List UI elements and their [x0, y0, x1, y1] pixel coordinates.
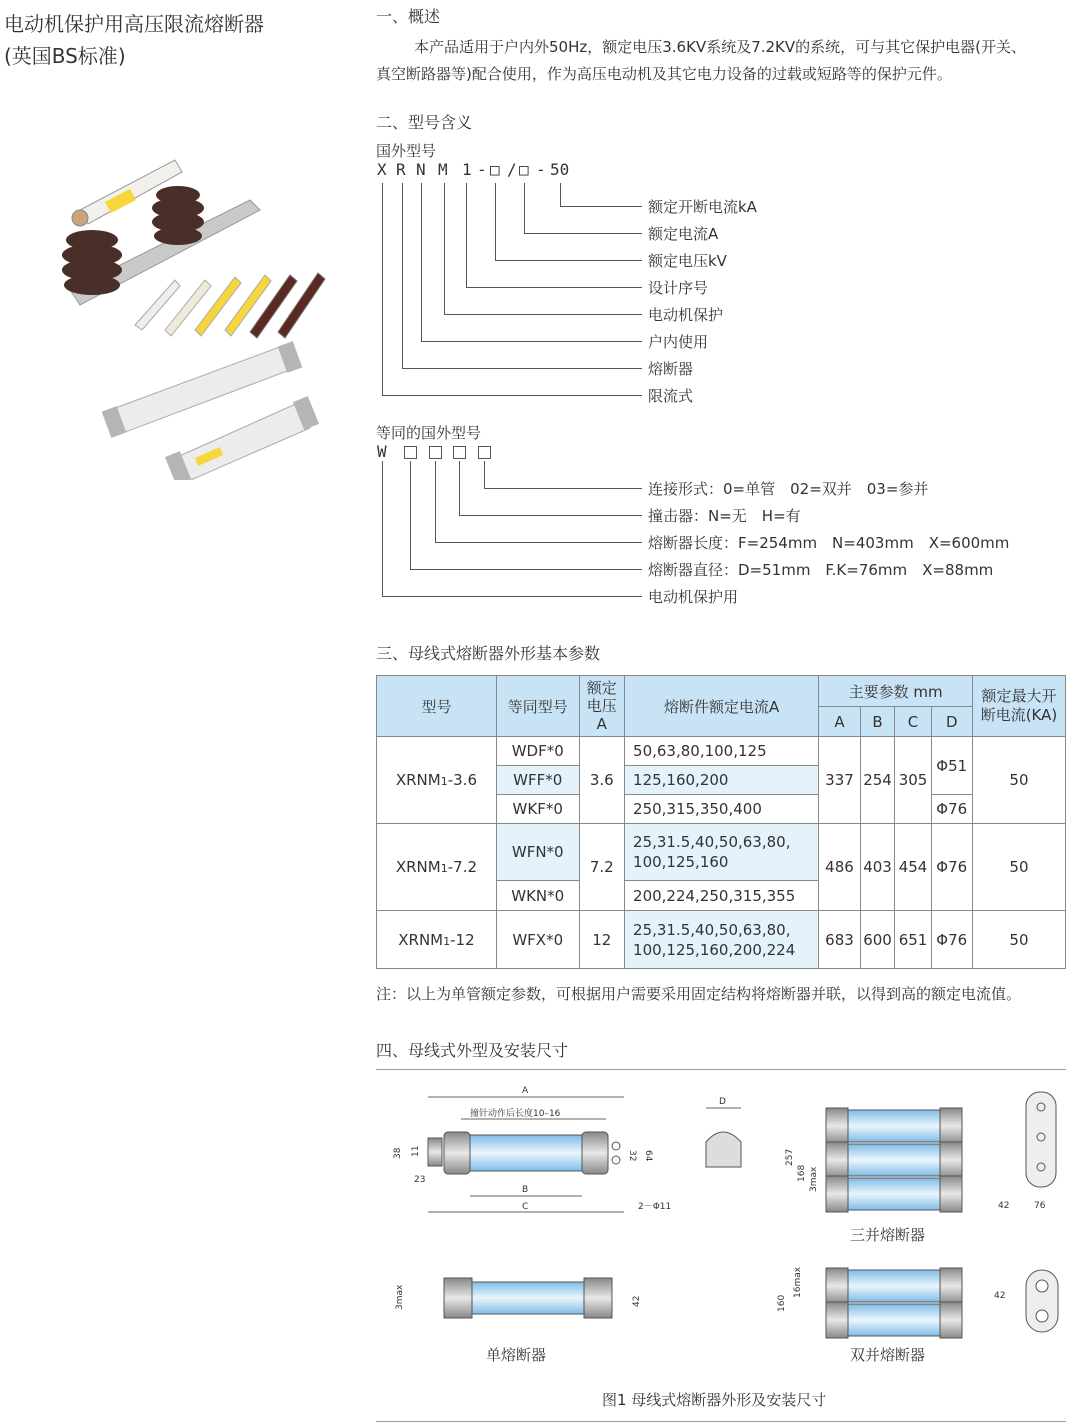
dim-label-b: B — [522, 1185, 529, 1195]
equiv-meaning-item: 撞击器：N=无 H=有 — [648, 507, 801, 525]
cell-equiv: WFN*0 — [496, 824, 579, 881]
cell-current: 125,160,200 — [625, 766, 819, 795]
header-equiv: 等同型号 — [496, 676, 579, 737]
dim-label-64: 64 — [643, 1150, 653, 1162]
fuse-dimension-drawing — [393, 1086, 671, 1212]
cell-current: 25,31.5,40,50,63,80, 100,125,160 — [625, 824, 819, 881]
header-b: B — [860, 707, 895, 737]
triple-fuse-label: 三并熔断器 — [850, 1226, 926, 1244]
dim-label-a: A — [522, 1086, 529, 1096]
dim-label-257: 257 — [785, 1148, 795, 1166]
installation-drawings — [376, 1072, 1066, 1422]
dim-label-hole: 2－Φ11 — [638, 1202, 672, 1212]
cell-b: 254 — [860, 737, 895, 824]
cell-equiv: WKN*0 — [496, 881, 579, 911]
meaning-item: 户内使用 — [648, 333, 709, 351]
meaning-item: 电动机保护 — [648, 306, 724, 324]
meaning-item: 额定开断电流kA — [648, 198, 757, 216]
cell-a: 486 — [819, 824, 860, 911]
overview-line-2: 真空断路器等)配合使用，作为高压电动机及其它电力设备的过载或短路等的保护元件。 — [376, 65, 952, 83]
overview-heading: 一、概述 — [376, 7, 441, 26]
header-d: D — [931, 707, 972, 737]
params-note: 注：以上为单管额定参数，可根据用户需要采用固定结构将熔断器并联，以得到高的额定电流值。 — [376, 985, 1022, 1003]
cell-voltage: 3.6 — [579, 737, 624, 824]
cell-equiv: WKF*0 — [496, 795, 579, 824]
dim-label-38: 38 — [393, 1147, 403, 1159]
dim-label-42: 42 — [998, 1201, 1010, 1211]
cell-c: 305 — [895, 737, 931, 824]
cell-current: 250,315,350,400 — [625, 795, 819, 824]
cell-a: 337 — [819, 737, 860, 824]
overview-line-1: 本产品适用于户内外50Hz，额定电压3.6KV系统及7.2KV的系统，可与其它保护电器(开关、 — [414, 38, 1027, 56]
dim-label-3max: 3max — [809, 1166, 819, 1192]
dim-label-23: 23 — [414, 1175, 426, 1185]
foreign-model-label: 国外型号 — [376, 142, 437, 160]
small-fuses — [135, 273, 325, 338]
triple-fuse-drawing — [785, 1092, 1056, 1244]
single-fuse-drawing — [395, 1278, 642, 1364]
cell-equiv: WDF*0 — [496, 737, 579, 766]
install-heading: 四、母线式外型及安装尺寸 — [376, 1041, 569, 1060]
meaning-item: 设计序号 — [648, 279, 709, 297]
equiv-meaning-item: 电动机保护用 — [648, 588, 739, 606]
dim-label-pin: 撞针动作后长度10–16 — [470, 1109, 561, 1119]
dim-label-168: 168 — [797, 1164, 807, 1182]
cell-current: 50,63,80,100,125 — [625, 737, 819, 766]
dim-label-d: D — [719, 1097, 726, 1107]
title-line-2: (英国BS标准) — [4, 44, 126, 68]
cell-d: Φ76 — [931, 824, 972, 911]
cell-d: Φ76 — [931, 911, 972, 969]
equiv-meaning-item: 熔断器长度：F=254mm N=403mm X=600mm — [648, 534, 1010, 552]
dim-label-32: 32 — [627, 1150, 637, 1162]
product-photo — [50, 140, 340, 480]
cell-model: XRNM1-7.2 — [377, 824, 497, 911]
cell-voltage: 12 — [579, 911, 624, 969]
cell-equiv: WFX*0 — [496, 911, 579, 969]
cell-breaking: 50 — [972, 911, 1065, 969]
cell-model: XRNM1-3.6 — [377, 737, 497, 824]
header-breaking: 额定最大开 断电流(KA) — [972, 676, 1065, 737]
cell-d: Φ76 — [931, 795, 972, 824]
equiv-code-prefix: W — [377, 442, 387, 461]
equiv-meaning-item: 连接形式：0=单管 02=双并 03=参并 — [648, 480, 929, 498]
cell-voltage: 7.2 — [579, 824, 624, 911]
dim-label-76: 76 — [1034, 1201, 1046, 1211]
dim-label-p42: 42 — [994, 1291, 1006, 1301]
cell-equiv: WFF*0 — [496, 766, 579, 795]
params-table — [376, 675, 1066, 969]
single-fuse-label: 单熔断器 — [486, 1346, 547, 1364]
cell-model: XRNM1-12 — [377, 911, 497, 969]
title-line-1: 电动机保护用高压限流熔断器 — [4, 12, 264, 36]
meaning-item: 限流式 — [648, 387, 694, 405]
header-model: 型号 — [377, 676, 497, 737]
cell-b: 600 — [860, 911, 895, 969]
insulator-left — [62, 230, 122, 295]
meaning-item: 熔断器 — [648, 360, 694, 378]
equiv-model-label: 等同的国外型号 — [376, 424, 482, 442]
cell-current: 25,31.5,40,50,63,80, 100,125,160,200,224 — [625, 911, 819, 969]
terminal-profile-d — [706, 1097, 741, 1167]
header-main: 主要参数 mm — [819, 676, 973, 707]
double-fuse-label: 双并熔断器 — [850, 1346, 926, 1364]
cell-breaking: 50 — [972, 824, 1065, 911]
dim-label-160: 160 — [777, 1294, 787, 1312]
figure-caption: 图1 母线式熔断器外形及安装尺寸 — [602, 1391, 827, 1409]
table-row — [377, 737, 1066, 766]
meaning-item: 额定电压kV — [648, 252, 727, 270]
cell-a: 683 — [819, 911, 860, 969]
dim-label-11: 11 — [411, 1145, 421, 1157]
header-a: A — [819, 707, 860, 737]
header-current: 熔断件额定电流A — [625, 676, 819, 737]
dim-label-c: C — [522, 1202, 529, 1212]
table-row — [377, 911, 1066, 969]
dim-label-16max: 16max — [793, 1266, 803, 1298]
equiv-meaning-item: 熔断器直径：D=51mm F.K=76mm X=88mm — [648, 561, 994, 579]
cell-c: 454 — [895, 824, 931, 911]
dim-label-s42: 42 — [632, 1295, 642, 1307]
cell-d: Φ51 — [931, 737, 972, 795]
insulator-right — [152, 186, 204, 245]
page-title — [4, 8, 264, 72]
header-c: C — [895, 707, 931, 737]
cell-current: 200,224,250,315,355 — [625, 881, 819, 911]
model-heading: 二、型号含义 — [376, 113, 473, 132]
table-row — [377, 824, 1066, 881]
large-fuses — [102, 341, 319, 480]
params-heading: 三、母线式熔断器外形基本参数 — [376, 644, 601, 663]
cell-b: 403 — [860, 824, 895, 911]
meaning-item: 额定电流A — [648, 225, 719, 243]
cell-breaking: 50 — [972, 737, 1065, 824]
header-voltage: 额定 电压 A — [579, 676, 624, 737]
dim-label-s3max: 3max — [395, 1284, 405, 1310]
double-fuse-drawing — [777, 1266, 1058, 1364]
cell-c: 651 — [895, 911, 931, 969]
